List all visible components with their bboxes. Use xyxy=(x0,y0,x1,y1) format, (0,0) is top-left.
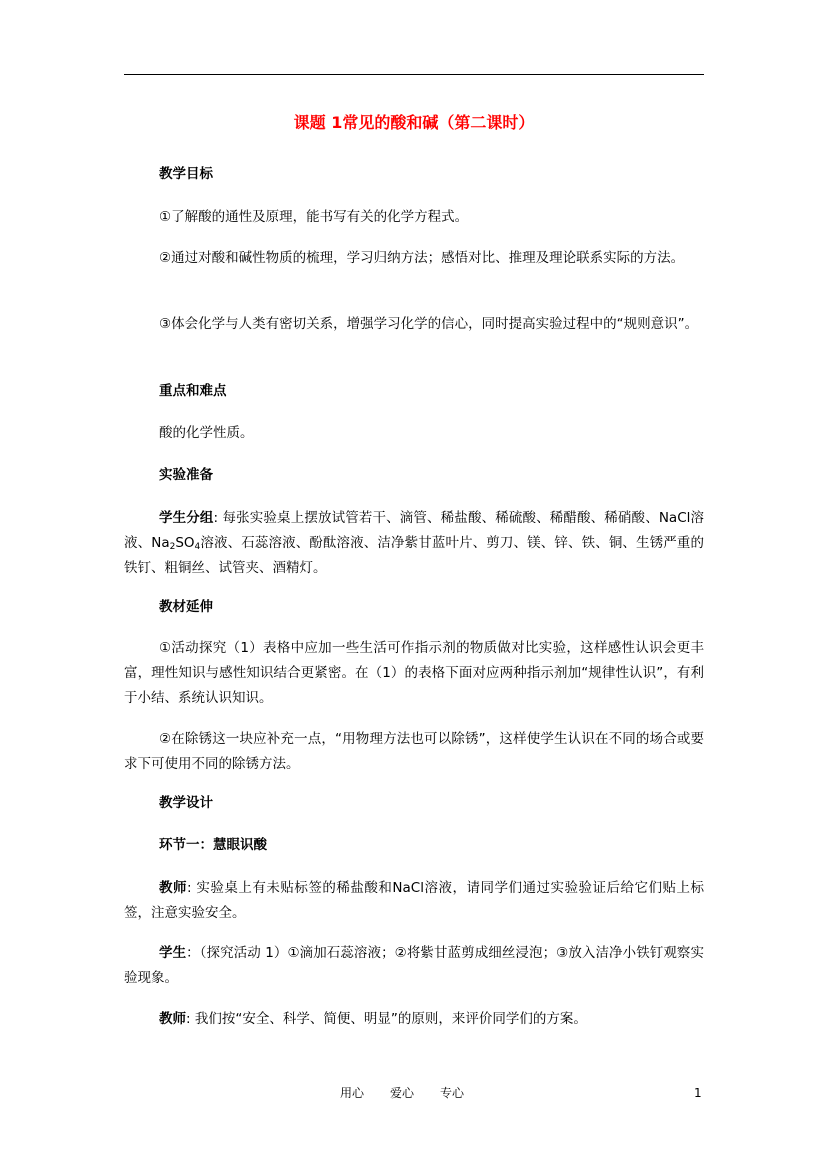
key-points-heading: 重点和难点 xyxy=(159,383,227,399)
goal-1: ①了解酸的通性及原理，能书写有关的化学方程式。 xyxy=(159,209,469,225)
extension-1: ①活动探究（1）表格中应加一些生活可作指示剂的物质做对比实验，这样感性认识会更丰富，理性知识与感性知识结合更紧密。在（1）的表格下面对应两种指示剂加“规律性认识”，有利于小结、系统认识知识。 xyxy=(124,640,704,706)
prep-heading: 实验准备 xyxy=(159,467,213,483)
goal-2: ②通过对酸和碱性物质的梳理，学习归纳方法；感悟对比、推理及理论联系实际的方法。 xyxy=(159,250,685,266)
teacher-label: 教师 xyxy=(159,880,188,896)
teacher-label: 教师 xyxy=(159,1011,186,1027)
key-points-text: 酸的化学性质。 xyxy=(159,425,254,441)
page-number: 1 xyxy=(694,1086,702,1100)
goal-3: ③体会化学与人类有密切关系，增强学习化学的信心，同时提高实验过程中的“规则意识”。 xyxy=(159,316,699,332)
extension-2: ②在除锈这一块应补充一点，“用物理方法也可以除锈”，这样使学生认识在不同的场合或要求下可使用不同的除锈方法。 xyxy=(124,731,704,772)
goals-heading: 教学目标 xyxy=(159,166,213,182)
footer-motto: 用心 爱心 专心 xyxy=(340,1086,465,1100)
design-heading: 教学设计 xyxy=(159,795,213,811)
prep-label: 学生分组 xyxy=(159,510,214,526)
document-title: 课题 1常见的酸和碱（第二课时） xyxy=(293,113,535,132)
extension-heading: 教材延伸 xyxy=(159,599,213,615)
header-rule xyxy=(124,74,704,75)
prep-paragraph: 学生分组: 每张实验桌上摆放试管若干、滴管、稀盐酸、稀硫酸、稀醋酸、稀硝酸、NaCl溶液、$Na_2SO_4$溶液、石蕊溶液、酚酞溶液、洁净紫甘蓝叶片、剪刀、镁、锌、铁、铜、生锈严重的铁钉、粗铜丝、试管夹、酒精灯。 xyxy=(124,510,705,576)
student-label: 学生 xyxy=(159,945,187,961)
step-1-heading: 环节一：慧眼识酸 xyxy=(159,837,267,853)
teacher-line-2: 教师: 我们按“安全、科学、简便、明显”的原则，来评价同学们的方案。 xyxy=(159,1011,587,1027)
student-line-1: 学生：（探究活动 1）①滴加石蕊溶液；②将紫甘蓝剪成细丝浸泡；③放入洁净小铁钉观察实验现象。 xyxy=(124,945,705,986)
teacher-line-1: 教师: 实验桌上有未贴标签的稀盐酸和NaCl溶液，请同学们通过实验验证后给它们贴上标签，注意实验安全。 xyxy=(124,880,705,921)
